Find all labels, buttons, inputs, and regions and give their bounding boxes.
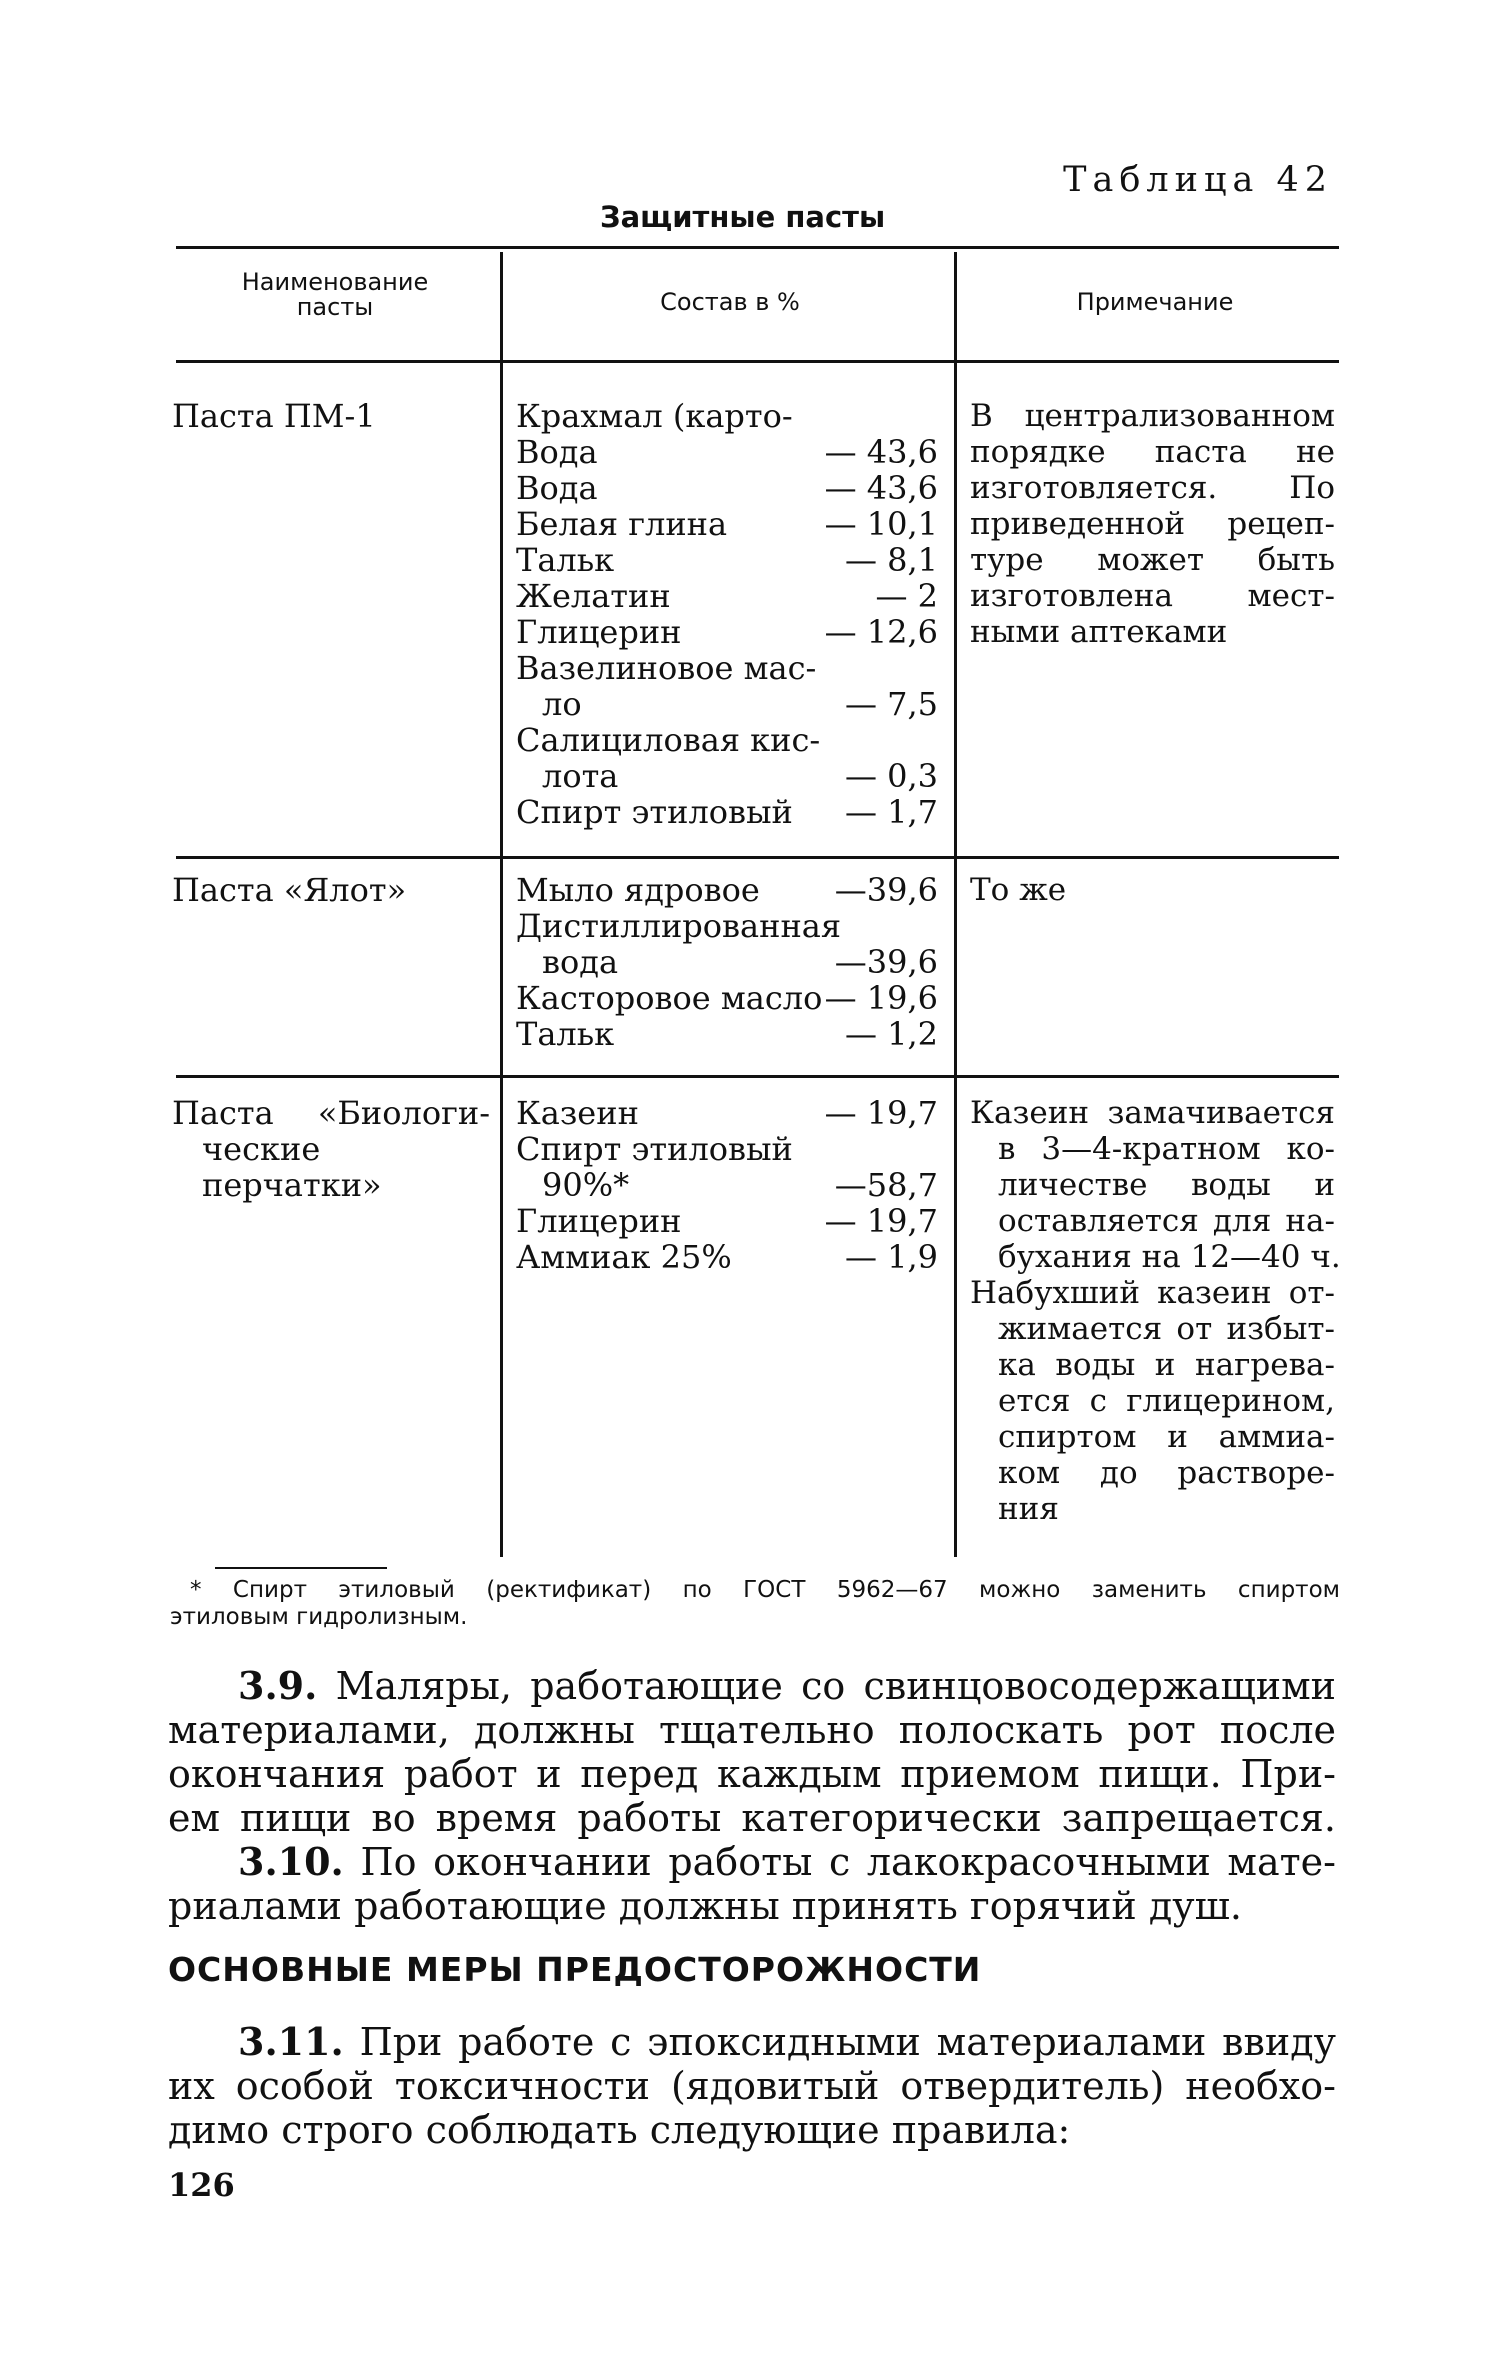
table-top-rule bbox=[176, 246, 1339, 249]
paragraph-line: их особой токсичности (ядовитый отвердитель) необхо- bbox=[168, 2064, 1336, 2108]
ingredient-row: Касторовое масло — 19,6 bbox=[516, 979, 938, 1017]
ingredient-row: Дистиллированная bbox=[516, 907, 842, 945]
row-3-note bbox=[970, 1095, 1341, 1527]
row-rule-1 bbox=[176, 856, 1339, 859]
row-2-name bbox=[172, 872, 406, 908]
row-1-name bbox=[172, 398, 376, 434]
ingredient-row: Салициловая кис- bbox=[516, 721, 821, 759]
ingredient-row: Вода — 43,6 bbox=[516, 469, 938, 507]
ingredient-row: ло — 7,5 bbox=[542, 685, 938, 723]
row-2-name-line: Паста «Ялот» bbox=[172, 871, 407, 909]
footnote bbox=[170, 1577, 1340, 1631]
ingredient-row: Спирт этиловый bbox=[516, 1130, 793, 1168]
paragraph-line: материалами, должны тщательно полоскать рот после bbox=[168, 1708, 1336, 1752]
column-rule-1 bbox=[500, 252, 503, 1557]
table-number: Таблица 42 bbox=[1063, 160, 1333, 200]
ingredient-row: Тальк — 1,2 bbox=[516, 1015, 938, 1053]
header-composition: Состав в % bbox=[660, 288, 800, 316]
note-line: жимается от избыт- bbox=[998, 1311, 1335, 1347]
paragraph-line: риалами работающие должны принять горячий душ. bbox=[168, 1884, 1242, 1928]
paragraph-number: 3.10. bbox=[238, 1839, 344, 1884]
ingredient-row: Вода — 43,6 bbox=[516, 433, 938, 471]
row-1-note bbox=[970, 398, 1335, 650]
column-rule-2 bbox=[954, 252, 957, 1557]
note-line: ными аптеками bbox=[970, 614, 1228, 650]
ingredient-row: Крахмал (карто- bbox=[516, 397, 793, 435]
ingredient-row: вода —39,6 bbox=[542, 943, 938, 981]
paragraph-3-9 bbox=[168, 1664, 1336, 1840]
note-line: изготовлена мест- bbox=[970, 578, 1335, 614]
note-line: порядке паста не bbox=[970, 434, 1335, 470]
paragraph-3-11 bbox=[168, 2020, 1336, 2152]
ingredient-row: Вазелиновое мас- bbox=[516, 649, 817, 687]
header-bottom-rule bbox=[176, 360, 1339, 363]
note-line: бухания на 12—40 ч. bbox=[998, 1239, 1341, 1275]
ingredient-row: Аммиак 25% — 1,9 bbox=[516, 1238, 938, 1276]
ingredient-row: 90%* —58,7 bbox=[542, 1166, 938, 1204]
table-title: Защитные пасты bbox=[600, 200, 886, 234]
note-line: ка воды и нагрева- bbox=[998, 1347, 1335, 1383]
ingredient-row: Тальк — 8,1 bbox=[516, 541, 938, 579]
ingredient-row: Спирт этиловый — 1,7 bbox=[516, 793, 938, 831]
ingredient-row: Глицерин — 19,7 bbox=[516, 1202, 938, 1240]
note-line: в 3—4-кратном ко- bbox=[998, 1131, 1335, 1167]
row-rule-2 bbox=[176, 1075, 1339, 1078]
paragraph-number: 3.11. bbox=[238, 2019, 344, 2064]
note-line: изготовляется. По bbox=[970, 470, 1335, 506]
note-line: ния bbox=[998, 1491, 1059, 1527]
ingredient-row: Желатин — 2 bbox=[516, 577, 938, 615]
page-number: 126 bbox=[168, 2166, 235, 2204]
row-3-name-line: Паста «Биологи- bbox=[172, 1094, 490, 1132]
footnote-line: * Спирт этиловый (ректификат) по ГОСТ 5962—67 можно заменить спиртом bbox=[190, 1577, 1340, 1603]
ingredient-row: Казеин — 19,7 bbox=[516, 1094, 938, 1132]
note-line: приведенной рецеп- bbox=[970, 506, 1335, 542]
row-2-composition bbox=[516, 872, 938, 1052]
footnote-line: этиловым гидролизным. bbox=[170, 1604, 468, 1630]
header-note: Примечание bbox=[1076, 288, 1234, 316]
paragraph-line: 3.11. При работе с эпоксидными материалами ввиду bbox=[238, 2019, 1336, 2064]
paragraph-number: 3.9. bbox=[238, 1663, 318, 1708]
footnote-rule bbox=[215, 1567, 387, 1569]
ingredient-row: Глицерин — 12,6 bbox=[516, 613, 938, 651]
note-line: личестве воды и bbox=[998, 1167, 1335, 1203]
row-3-name-line: ческие перчатки» bbox=[202, 1130, 382, 1204]
paragraph-line: димо строго соблюдать следующие правила: bbox=[168, 2108, 1071, 2152]
note-line: ком до растворе- bbox=[998, 1455, 1335, 1491]
paragraph-line: ем пищи во время работы категорически запрещается. bbox=[168, 1796, 1336, 1840]
note-line: оставляется для на- bbox=[998, 1203, 1335, 1239]
paragraph-line: 3.9. Маляры, работающие со свинцовосодержащими bbox=[238, 1663, 1336, 1708]
note-line: Набухший казеин от- bbox=[970, 1275, 1335, 1311]
note-line: ется с глицерином, bbox=[998, 1383, 1335, 1419]
note-line: В централизованном bbox=[970, 398, 1335, 434]
section-heading: ОСНОВНЫЕ МЕРЫ ПРЕДОСТОРОЖНОСТИ bbox=[168, 1950, 982, 1989]
ingredient-row: Белая глина — 10,1 bbox=[516, 505, 938, 543]
paragraph-line: окончания работ и перед каждым приемом пищи. При- bbox=[168, 1752, 1336, 1796]
row-3-composition bbox=[516, 1095, 938, 1275]
note-line: Казеин замачивается bbox=[970, 1095, 1335, 1131]
ingredient-row: Мыло ядровое —39,6 bbox=[516, 871, 938, 909]
row-2-note bbox=[970, 872, 1335, 908]
row-3-name bbox=[172, 1095, 490, 1203]
note-line: То же bbox=[970, 872, 1067, 908]
note-line: спиртом и аммиа- bbox=[998, 1419, 1335, 1455]
row-1-composition bbox=[516, 398, 938, 830]
row-1-name-line: Паста ПМ-1 bbox=[172, 397, 376, 435]
note-line: туре может быть bbox=[970, 542, 1335, 578]
ingredient-row: лота — 0,3 bbox=[542, 757, 938, 795]
paragraph-3-10 bbox=[168, 1840, 1336, 1928]
paragraph-line: 3.10. По окончании работы с лакокрасочными мате- bbox=[238, 1839, 1336, 1884]
header-name: Наименование пасты bbox=[241, 268, 429, 322]
